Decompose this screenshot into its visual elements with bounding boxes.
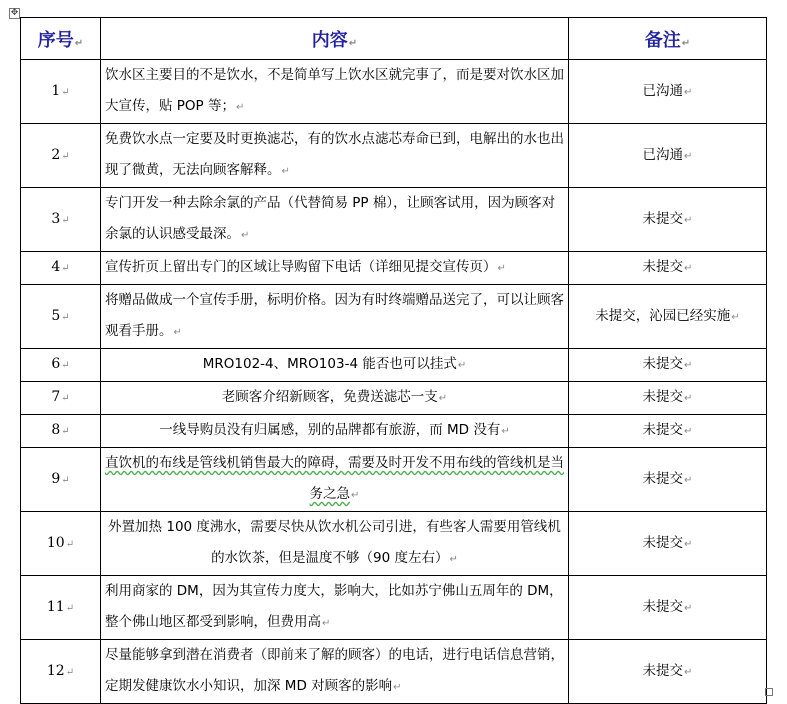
row-num: 12↵	[21, 640, 101, 704]
table-row	[21, 285, 767, 349]
row-num: 9↵	[21, 448, 101, 512]
row-num: 3↵	[21, 188, 101, 252]
table-row	[21, 382, 767, 415]
row-num: 11↵	[21, 576, 101, 640]
row-note: 未提交↵	[569, 349, 767, 382]
row-content: 宣传折页上留出专门的区域让导购留下电话（详细见提交宣传页）↵	[101, 252, 569, 285]
table-row	[21, 349, 767, 382]
row-num: 1↵	[21, 60, 101, 124]
row-note: 未提交↵	[569, 252, 767, 285]
row-note: 未提交↵	[569, 382, 767, 415]
row-note: 未提交↵	[569, 188, 767, 252]
header-content: 内容↵	[101, 18, 569, 60]
suggestion-table	[20, 17, 767, 704]
row-content: 专门开发一种去除余氯的产品（代替简易 PP 棉），让顾客试用，因为顾客对余氯的认识感受最深。↵	[101, 188, 569, 252]
table-resize-handle-icon[interactable]	[765, 688, 773, 696]
row-note: 未提交↵	[569, 448, 767, 512]
row-content: 免费饮水点一定要及时更换滤芯，有的饮水点滤芯寿命已到，电解出的水也出现了微黄，无法向顾客解释。↵	[101, 124, 569, 188]
row-num: 5↵	[21, 285, 101, 349]
row-num: 4↵	[21, 252, 101, 285]
table-row	[21, 60, 767, 124]
header-row	[21, 18, 767, 60]
row-note: 未提交↵	[569, 576, 767, 640]
table-row	[21, 415, 767, 448]
row-content: 外置加热 100 度沸水，需要尽快从饮水机公司引进，有些客人需要用管线机的水饮茶，但是温度不够（90 度左右）↵	[101, 512, 569, 576]
row-note: 已沟通↵	[569, 124, 767, 188]
table-move-handle-icon[interactable]: ✥	[10, 8, 19, 18]
row-num: 8↵	[21, 415, 101, 448]
row-num: 2↵	[21, 124, 101, 188]
row-content: 利用商家的 DM，因为其宣传力度大，影响大，比如苏宁佛山五周年的 DM，整个佛山地区都受到影响，但费用高↵	[101, 576, 569, 640]
table-row	[21, 512, 767, 576]
table-row	[21, 576, 767, 640]
table-row	[21, 188, 767, 252]
row-num: 6↵	[21, 349, 101, 382]
header-num: 序号↵	[21, 18, 101, 60]
row-note: 未提交，沁园已经实施↵	[569, 285, 767, 349]
row-num: 7↵	[21, 382, 101, 415]
table-row	[21, 640, 767, 704]
table-row	[21, 252, 767, 285]
row-num: 10↵	[21, 512, 101, 576]
table-row	[21, 124, 767, 188]
row-note: 已沟通↵	[569, 60, 767, 124]
row-note: 未提交↵	[569, 415, 767, 448]
table-row	[21, 448, 767, 512]
row-content: 老顾客介绍新顾客，免费送滤芯一支↵	[101, 382, 569, 415]
row-note: 未提交↵	[569, 512, 767, 576]
row-content: 将赠品做成一个宣传手册，标明价格。因为有时终端赠品送完了，可以让顾客观看手册。↵	[101, 285, 569, 349]
row-note: 未提交↵	[569, 640, 767, 704]
row-content: MRO102-4、MRO103-4 能否也可以挂式↵	[101, 349, 569, 382]
row-content: 尽量能够拿到潜在消费者（即前来了解的顾客）的电话，进行电话信息营销，定期发健康饮水小知识，加深 MD 对顾客的影响↵	[101, 640, 569, 704]
row-content: 一线导购员没有归属感，别的品牌都有旅游，而 MD 没有↵	[101, 415, 569, 448]
header-note: 备注↵	[569, 18, 767, 60]
row-content: 饮水区主要目的不是饮水，不是简单写上饮水区就完事了，而是要对饮水区加大宣传，贴 POP 等；↵	[101, 60, 569, 124]
row-content: 直饮机的布线是管线机销售最大的障碍，需要及时开发不用布线的管线机是当务之急↵	[101, 448, 569, 512]
